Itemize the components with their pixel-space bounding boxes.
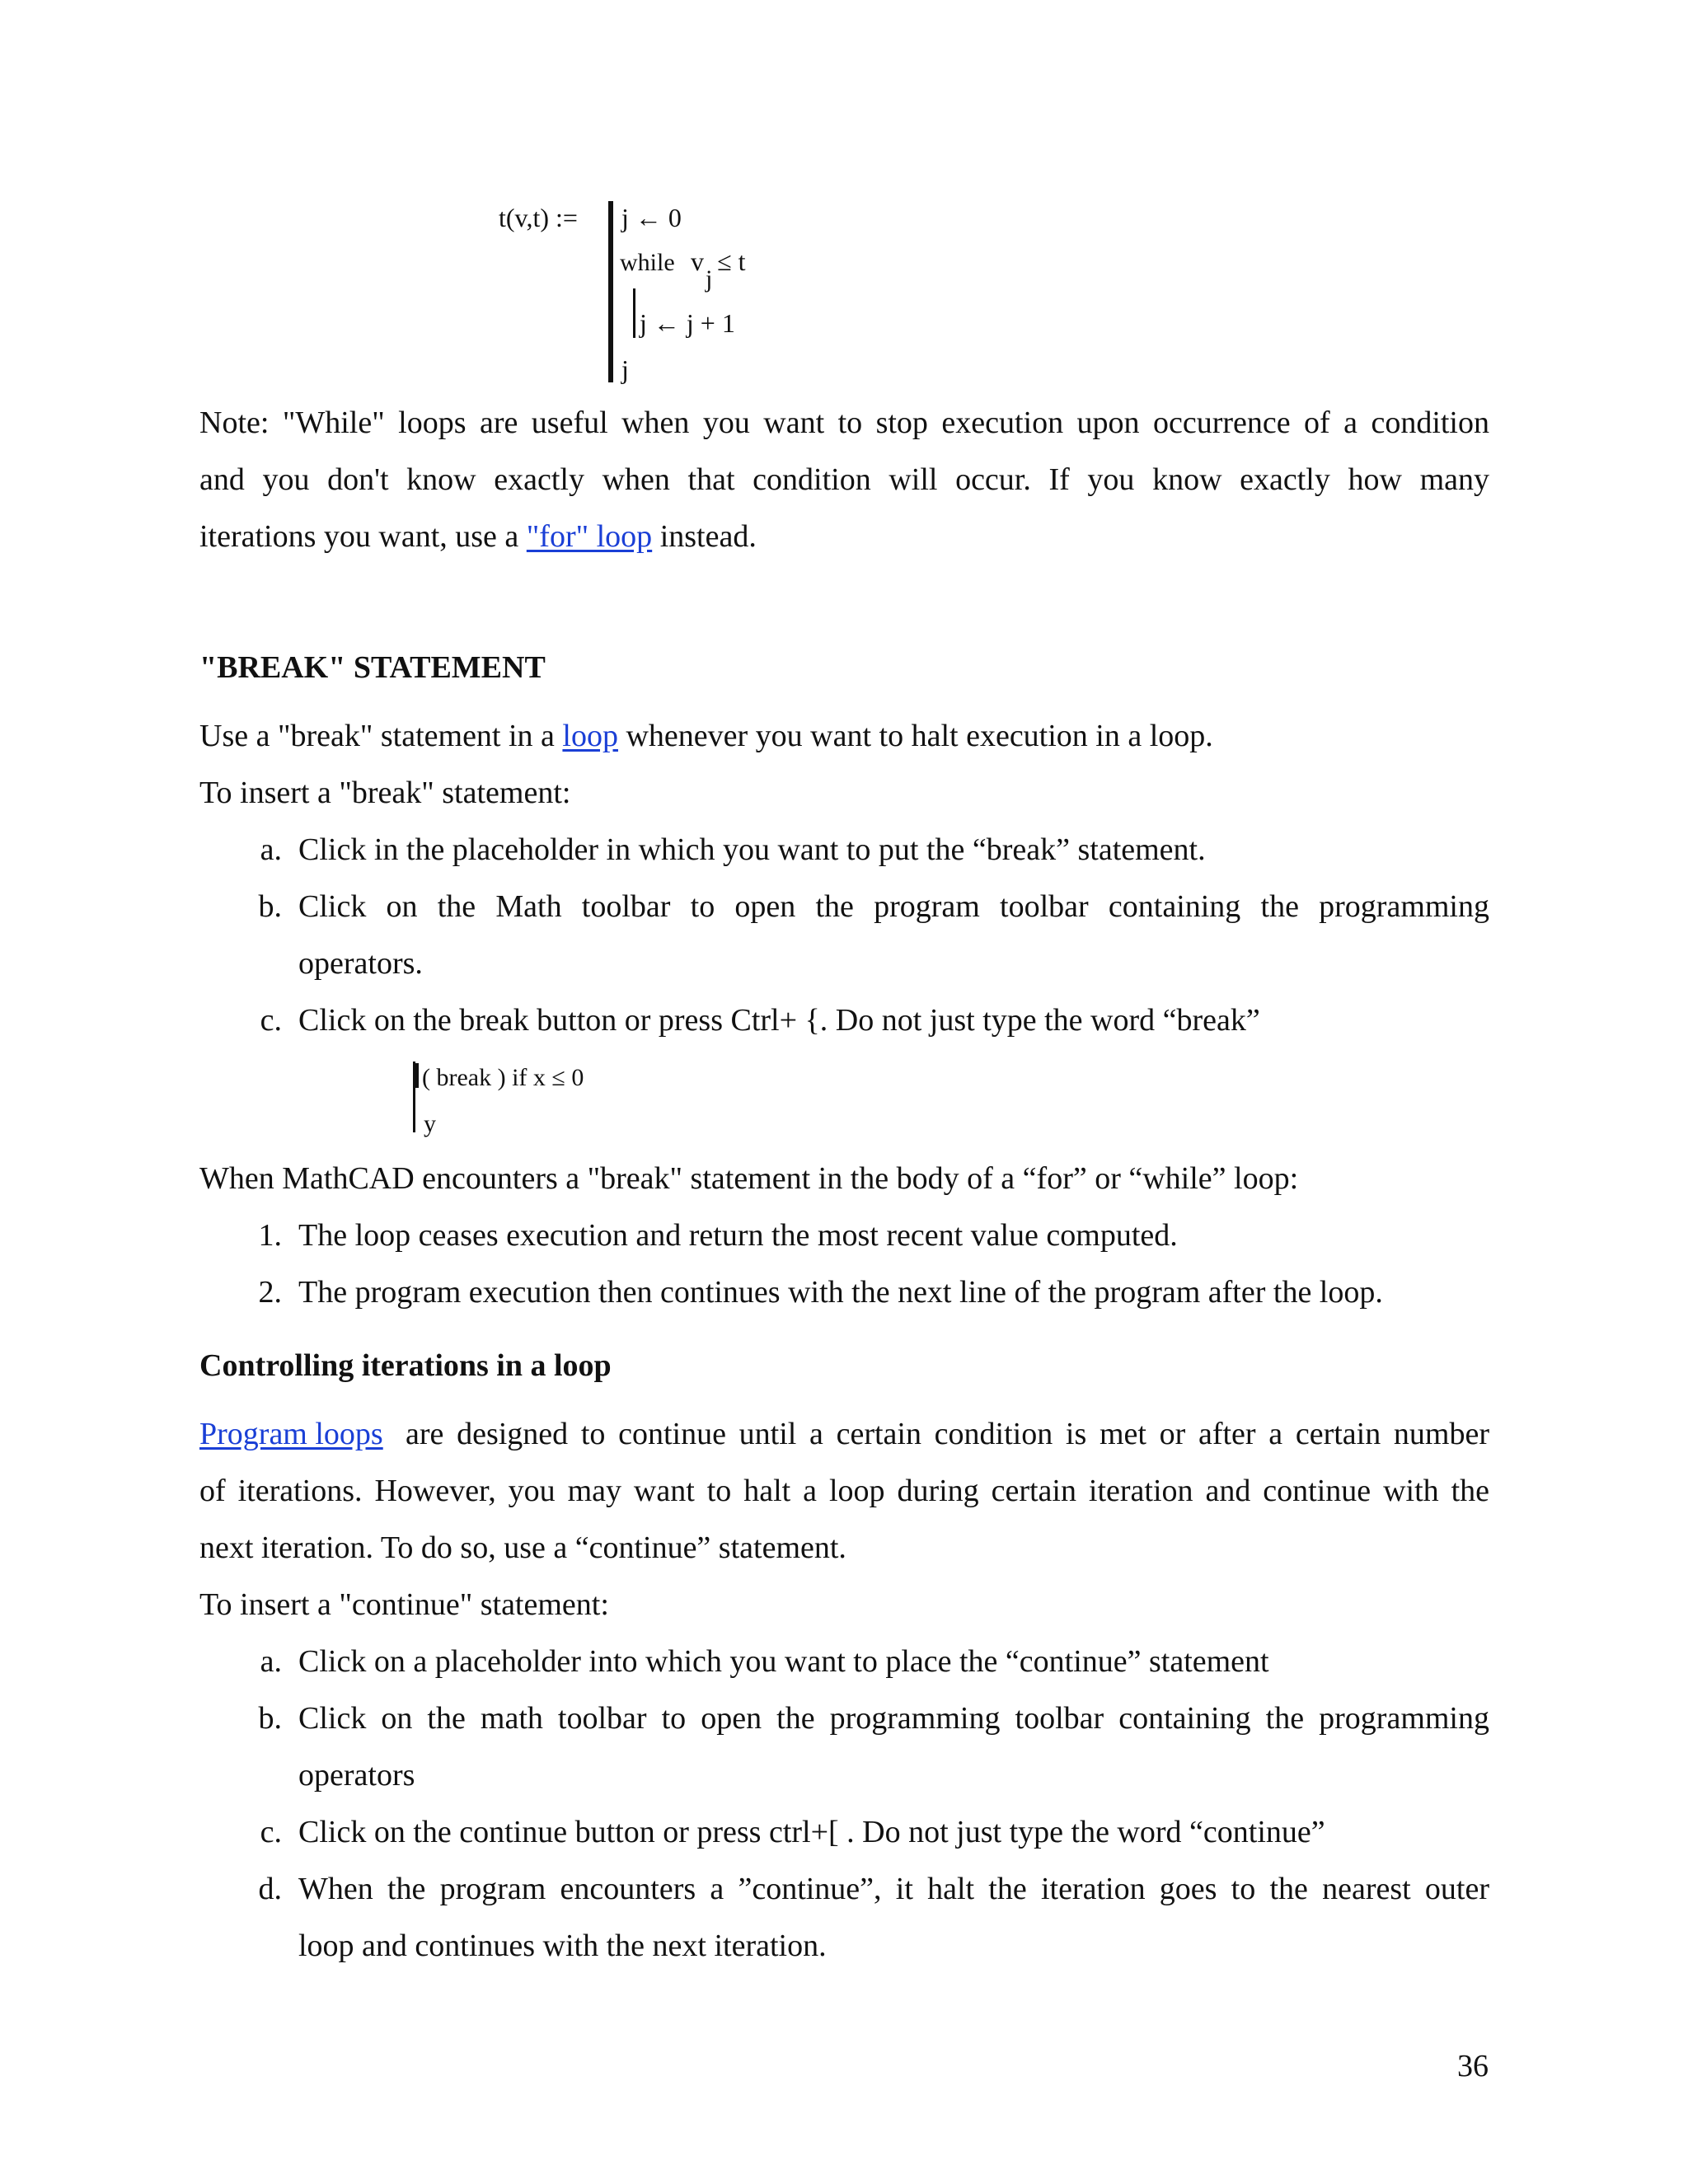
list-item: 2. The program execution then continues with the next line of the program after the loop.: [258, 1275, 1383, 1310]
list-item: b. Click on the Math toolbar to open the program toolbar containing the programming: [258, 889, 1489, 924]
list-item-continuation: operators: [298, 1758, 415, 1793]
continue-para-line-3: next iteration. To do so, use a “continue” statement.: [199, 1530, 846, 1565]
break-insert-title: To insert a "break" statement:: [199, 776, 571, 810]
program-bracket: [608, 201, 613, 382]
formula-while-var: v: [691, 246, 704, 276]
list-item: d. When the program encounters a ”continue”, it halt the iteration goes to the nearest outer: [258, 1872, 1489, 1906]
break-heading: "BREAK" STATEMENT: [199, 650, 546, 685]
note-line-1: Note: "While" loops are useful when you want to stop execution upon occurrence of a condition: [199, 405, 1489, 440]
formula-while-subscript: j: [706, 265, 713, 293]
program-loops-link[interactable]: Program loops: [199, 1417, 383, 1451]
page-number: 36: [1457, 2049, 1489, 2083]
list-item: a. Click in the placeholder in which you want to put the “break” statement.: [260, 832, 1206, 867]
list-item-continuation: loop and continues with the next iteration.: [298, 1929, 827, 1963]
list-item: a. Click on a placeholder into which you want to place the “continue” statement: [260, 1644, 1269, 1679]
note-line-3: iterations you want, use a "for" loop instead.: [199, 519, 757, 554]
continue-insert-title: To insert a "continue" statement:: [199, 1587, 609, 1622]
list-item: b. Click on the math toolbar to open the programming toolbar containing the programming: [258, 1701, 1489, 1736]
while-body-bracket: [633, 288, 635, 338]
continue-para-line-1: Program loops are designed to continue until a certain condition is met or after a certain number: [199, 1417, 1489, 1451]
break-formula-line-1: ( break ) if x ≤ 0: [422, 1064, 584, 1091]
break-cursor-mark: [415, 1063, 419, 1088]
list-item: c. Click on the break button or press Ctrl+ {. Do not just type the word “break”: [260, 1003, 1260, 1038]
break-when-text: When MathCAD encounters a "break" statement in the body of a “for” or “while” loop:: [199, 1161, 1299, 1196]
formula-line-return: j: [621, 354, 629, 384]
list-item: c. Click on the continue button or press ctrl+[ . Do not just type the word “continue”: [260, 1815, 1325, 1849]
formula-line-init: j ← 0: [621, 203, 682, 232]
continue-heading: Controlling iterations in a loop: [199, 1348, 612, 1383]
list-item: 1. The loop ceases execution and return the most recent value computed.: [258, 1218, 1178, 1253]
list-item-continuation: operators.: [298, 946, 423, 981]
formula-line-increment: j ← j + 1: [640, 308, 735, 338]
break-intro: Use a "break" statement in a loop whenever you want to halt execution in a loop.: [199, 719, 1213, 753]
formula-while-keyword: while: [620, 249, 675, 276]
note-line-2: and you don't know exactly when that condition will occur. If you know exactly how many: [199, 462, 1489, 497]
for-loop-link[interactable]: "for" loop: [526, 519, 653, 554]
formula-lhs: t(v,t) :=: [499, 203, 578, 232]
continue-para-line-2: of iterations. However, you may want to halt a loop during certain iteration and continue with the: [199, 1474, 1489, 1508]
loop-link[interactable]: loop: [562, 719, 618, 753]
break-formula-line-2: y: [424, 1110, 436, 1137]
formula-while-condition: ≤ t: [717, 246, 746, 276]
